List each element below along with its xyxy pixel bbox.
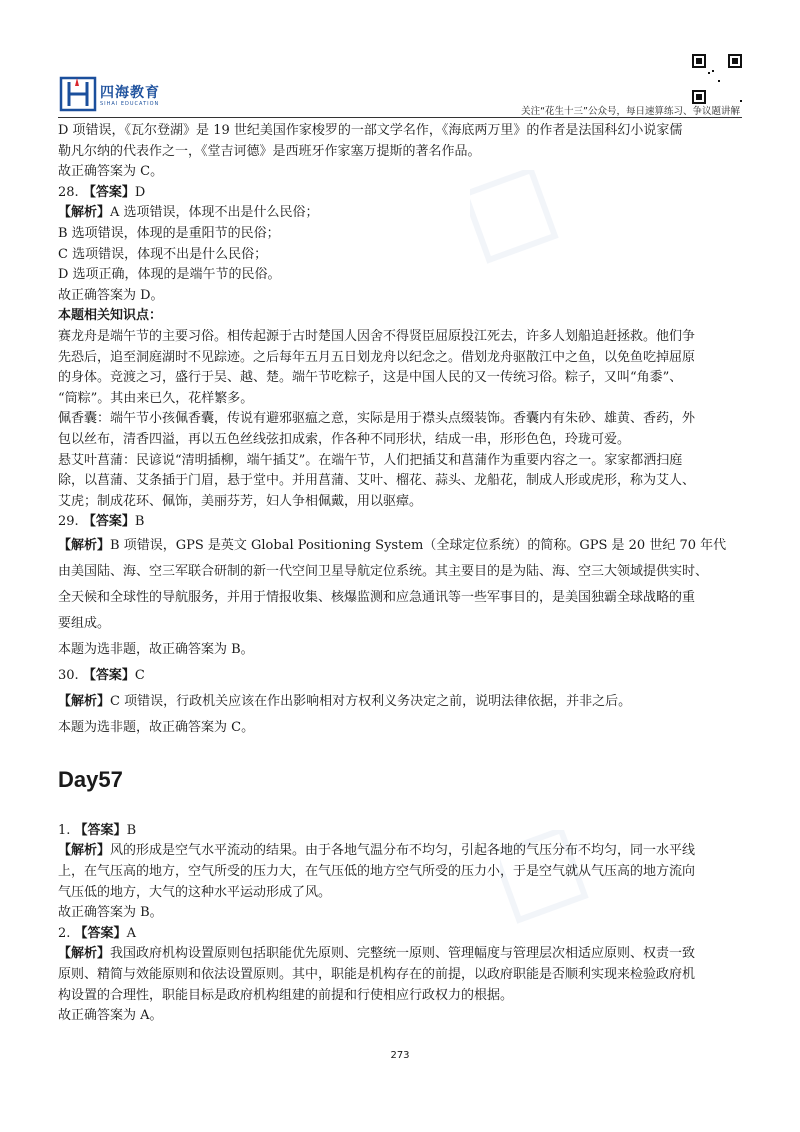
logo bbox=[58, 74, 168, 118]
line-text: 故正确答案为 C。 bbox=[58, 164, 164, 180]
logo-mark-icon bbox=[58, 74, 98, 114]
section-tag: 【解析】 bbox=[58, 693, 111, 709]
text-line bbox=[58, 944, 742, 965]
text-line bbox=[58, 903, 742, 924]
text-line bbox=[58, 142, 742, 163]
text-line bbox=[58, 821, 742, 842]
text-line bbox=[58, 265, 742, 286]
line-text: 艾虎；制成花环、佩饰，美丽芬芳，妇人争相佩戴，用以驱瘴。 bbox=[58, 493, 423, 509]
page-header bbox=[0, 0, 800, 120]
question-number: 28. bbox=[58, 184, 83, 200]
line-text: 勒凡尔纳的代表作之一，《堂吉诃德》是西班牙作家塞万提斯的著名作品。 bbox=[58, 143, 481, 159]
answers-block-1 bbox=[58, 121, 742, 533]
line-text: 构设置的合理性，职能目标是政府机构组建的前提和行使相应行政权力的根据。 bbox=[58, 987, 514, 1003]
line-text: 故正确答案为 A。 bbox=[58, 1008, 163, 1024]
text-line bbox=[58, 286, 742, 307]
line-text: C bbox=[134, 667, 145, 683]
text-line bbox=[58, 841, 742, 862]
page-content bbox=[58, 121, 742, 1027]
line-text: B bbox=[134, 514, 145, 530]
text-line bbox=[58, 389, 742, 410]
text-line bbox=[58, 611, 742, 637]
text-line bbox=[58, 327, 742, 348]
line-text: C 选项错误，体现不出是什么民俗； bbox=[58, 246, 268, 262]
text-line bbox=[58, 471, 742, 492]
line-text: 原则、精简与效能原则和依法设置原则。其中，职能是机构存在的前提，以政府职能是否顺利实现来检验政府机 bbox=[58, 967, 696, 983]
line-text: 先恐后，追至洞庭湖时不见踪迹。之后每年五月五日划龙舟以纪念之。借划龙舟驱散江中之鱼，以免鱼吃掉屈原 bbox=[58, 349, 696, 365]
section-tag: 【解析】 bbox=[58, 843, 111, 859]
line-text: 故正确答案为 B。 bbox=[58, 905, 163, 921]
text-line bbox=[58, 986, 742, 1007]
text-line bbox=[58, 862, 742, 883]
question-number: 1. bbox=[58, 822, 75, 838]
text-line bbox=[58, 883, 742, 904]
section-tag: 本题相关知识点： bbox=[58, 308, 163, 324]
line-text: 要组成。 bbox=[58, 615, 111, 631]
text-line bbox=[58, 224, 742, 245]
section-tag: 【解析】 bbox=[58, 205, 111, 221]
line-text: 全天候和全球性的导航服务，并用于情报收集、核爆监测和应急通讯等一些军事目的，是美国独霸全球战略的重 bbox=[58, 589, 696, 605]
line-text: “筒粽”。其由来已久，花样繁多。 bbox=[58, 390, 254, 406]
text-line bbox=[58, 689, 742, 715]
section-tag: 【答案】 bbox=[82, 184, 135, 200]
text-line bbox=[58, 492, 742, 513]
line-text: 故正确答案为 D。 bbox=[58, 287, 164, 303]
line-text: B 选项错误，体现的是重阳节的民俗； bbox=[58, 225, 280, 241]
text-line bbox=[58, 409, 742, 430]
line-text: D 项错误，《瓦尔登湖》是 19 世纪美国作家梭罗的一部文学名作，《海底两万里》的作者是法国科幻小说家儒 bbox=[58, 123, 683, 138]
question-number: 29. bbox=[58, 514, 83, 530]
text-line bbox=[58, 162, 742, 183]
answers-block-3 bbox=[58, 821, 742, 1027]
text-line bbox=[58, 368, 742, 389]
line-text: A bbox=[126, 925, 136, 941]
section-tag: 【解析】 bbox=[58, 946, 111, 962]
text-line bbox=[58, 430, 742, 451]
line-text: D bbox=[134, 184, 146, 200]
text-line bbox=[58, 533, 742, 559]
line-text: C 项错误，行政机关应该在作出影响相对方权利义务决定之前，说明法律依据，并非之后。 bbox=[110, 693, 632, 709]
line-text: 包以丝布，清香四溢，再以五色丝线弦扣成索，作各种不同形状，结成一串，形形色色，玲珑可爱。 bbox=[58, 431, 631, 447]
line-text: 的身体。竞渡之习，盛行于吴、越、楚。端午节吃粽子，这是中国人民的又一传统习俗。粽子，又叫“角黍”、 bbox=[58, 370, 683, 386]
line-text: A 选项错误，体现不出是什么民俗； bbox=[110, 205, 319, 221]
text-line bbox=[58, 637, 742, 663]
section-tag: 【答案】 bbox=[74, 822, 127, 838]
line-text: 我国政府机构设置原则包括职能优先原则、完整统一原则、管理幅度与管理层次相适应原则、权责一致 bbox=[110, 946, 696, 962]
line-text: 除，以菖蒲、艾条插于门眉，悬于堂中。并用菖蒲、艾叶、榴花、蒜头、龙船花，制成人形或虎形，称为艾人、 bbox=[58, 473, 696, 489]
text-line bbox=[58, 121, 742, 142]
line-text: 本题为选非题，故正确答案为 C。 bbox=[58, 719, 255, 735]
line-text: D 选项正确，体现的是端午节的民俗。 bbox=[58, 267, 281, 283]
text-line bbox=[58, 306, 742, 327]
text-line bbox=[58, 245, 742, 266]
answers-block-2 bbox=[58, 533, 742, 741]
text-line bbox=[58, 348, 742, 369]
line-text: 悬艾叶菖蒲：民谚说“清明插柳，端午插艾”。在端午节，人们把插艾和菖蒲作为重要内容之一。家家都洒扫庭 bbox=[58, 452, 683, 468]
page-number: 273 bbox=[390, 1050, 410, 1061]
section-tag: 【答案】 bbox=[74, 925, 127, 941]
text-line bbox=[58, 183, 742, 204]
text-line bbox=[58, 203, 742, 224]
text-line bbox=[58, 715, 742, 741]
section-tag: 【答案】 bbox=[82, 514, 135, 530]
section-tag: 【解析】 bbox=[58, 537, 111, 553]
header-divider bbox=[58, 117, 742, 118]
logo-subtext: SIHAI EDUCATION bbox=[100, 101, 160, 107]
line-text: B 项错误，GPS 是英文 Global Positioning System（全球定位系统）的简称。GPS 是 20 世纪 70 年代 bbox=[110, 537, 727, 553]
line-text: 风的形成是空气水平流动的结果。由于各地气温分布不均匀，引起各地的气压分布不均匀，同一水平线 bbox=[110, 843, 696, 859]
qr-code-icon bbox=[692, 54, 742, 104]
logo-text: 四海教育 bbox=[100, 85, 160, 101]
text-line bbox=[58, 663, 742, 689]
line-text: 上，在气压高的地方，空气所受的压力大，在气压低的地方空气所受的压力小，于是空气就从气压高的地方流向 bbox=[58, 864, 696, 880]
line-text: 赛龙舟是端午节的主要习俗。相传起源于古时楚国人因舍不得贤臣屈原投江死去，许多人划船追赶拯救。他们争 bbox=[58, 328, 696, 344]
text-line bbox=[58, 1006, 742, 1027]
day-title: Day57 bbox=[58, 766, 123, 792]
header-note: 关注“花生十三”公众号，每日速算练习、争议题讲解 bbox=[521, 106, 740, 117]
text-line bbox=[58, 924, 742, 945]
text-line bbox=[58, 512, 742, 533]
text-line bbox=[58, 585, 742, 611]
question-number: 30. bbox=[58, 667, 83, 683]
text-line bbox=[58, 451, 742, 472]
line-text: 气压低的地方，大气的这种水平运动形成了风。 bbox=[58, 884, 332, 900]
question-number: 2. bbox=[58, 925, 75, 941]
text-line bbox=[58, 559, 742, 585]
line-text: 本题为选非题，故正确答案为 B。 bbox=[58, 641, 254, 657]
text-line bbox=[58, 965, 742, 986]
line-text: 由美国陆、海、空三军联合研制的新一代空间卫星导航定位系统。其主要目的是为陆、海、空三大领域提供实时、 bbox=[58, 563, 709, 579]
line-text: 佩香囊：端午节小孩佩香囊，传说有避邪驱瘟之意，实际是用于襟头点缀装饰。香囊内有朱砂、雄黄、香药，外 bbox=[58, 411, 696, 427]
line-text: B bbox=[126, 822, 137, 838]
section-tag: 【答案】 bbox=[82, 667, 135, 683]
